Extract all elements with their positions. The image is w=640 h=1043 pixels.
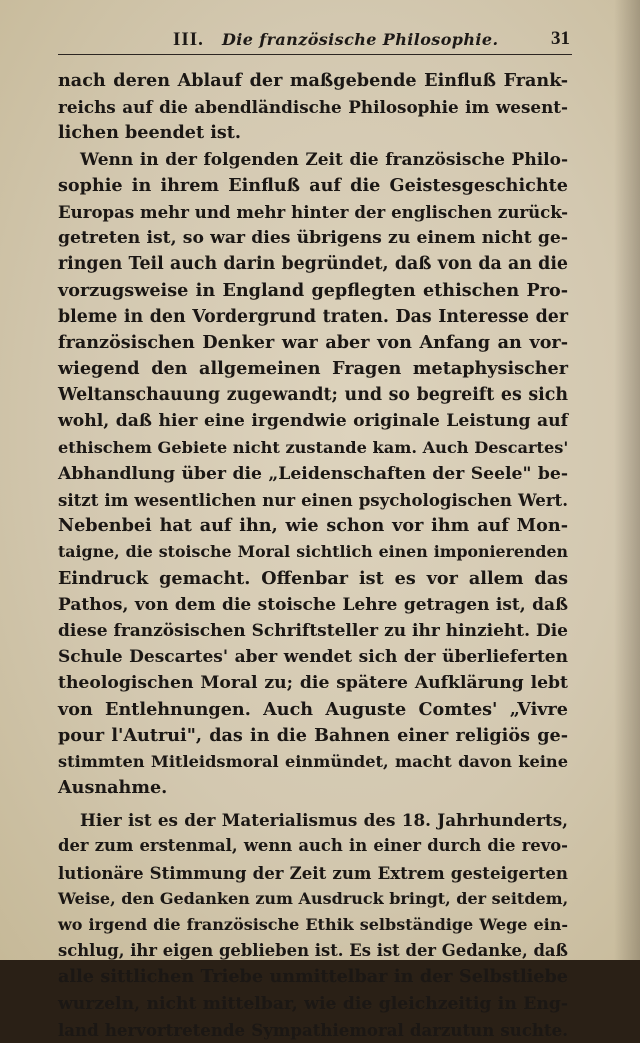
text-line: vorzugsweise in England gepflegten ethischen Pro-	[58, 279, 568, 301]
chapter-numeral: III.	[173, 29, 204, 50]
paragraph-2	[58, 147, 568, 802]
text-line: Eindruck gemacht. Offenbar ist es vor allem das	[58, 567, 568, 589]
text-line: taigne, die stoische Moral sichtlich einen imponierenden	[58, 542, 568, 562]
text-line: sitzt im wesentlichen nur einen psychologischen Wert.	[58, 490, 568, 510]
page-edge-shadow	[614, 0, 640, 960]
text-line: theologischen Moral zu; die spätere Aufklärung lebt	[58, 673, 568, 694]
text-line: wo irgend die französische Ethik selbständige Wege ein-	[58, 915, 568, 934]
text-line: der zum erstenmal, wenn auch in einer durch die revo-	[58, 836, 568, 856]
text-line: wohl, daß hier eine irgendwie originale Leistung auf	[58, 411, 568, 432]
text-line: pour l'Autrui", das in die Bahnen einer religiös ge-	[58, 724, 568, 746]
chapter-title: Die französische Philosophie.	[222, 30, 499, 49]
paragraph-3	[58, 807, 568, 1043]
text-line: schlug, ihr eigen geblieben ist. Es ist der Gedanke, daß	[58, 941, 568, 961]
text-line: Pathos, von dem die stoische Lehre getragen ist, daß	[58, 594, 568, 615]
text-line: von Entlehnungen. Auch Auguste Comtes' „Vivre	[58, 698, 568, 720]
text-line: alle sittlichen Triebe unmittelbar in der Selbstliebe	[58, 966, 568, 988]
body-text	[58, 68, 568, 1043]
text-line: Schule Descartes' aber wendet sich der überlieferten	[58, 647, 568, 668]
running-head	[58, 26, 572, 55]
text-line: bleme in den Vordergrund traten. Das Interesse der	[58, 306, 568, 327]
text-line: Wenn in der folgenden Zeit die französische Philo-	[80, 149, 568, 170]
text-line: reichs auf die abendländische Philosophie im wesent-	[58, 97, 568, 118]
text-line: Hier ist es der Materialismus des 18. Jahrhunderts,	[80, 810, 568, 831]
text-line: Europas mehr und mehr hinter der englischen zurück-	[58, 201, 568, 222]
text-line: Ausnahme.	[58, 777, 168, 799]
text-line: getreten ist, so war dies übrigens zu einem nicht ge-	[58, 228, 568, 249]
text-line: ethischem Gebiete nicht zustande kam. Auch Descartes'	[58, 437, 569, 457]
text-line: nach deren Ablauf der maßgebende Einfluß Frank-	[58, 70, 568, 91]
text-line: land hervortretende Sympathiemoral darzutun suchte.	[58, 1019, 568, 1040]
text-line: lichen beendet ist.	[58, 122, 242, 144]
text-line: Weise, den Gedanken zum Ausdruck bringt, der seitdem,	[58, 888, 569, 908]
paragraph-1	[58, 68, 568, 147]
text-line: wiegend den allgemeinen Fragen metaphysischer	[58, 358, 568, 380]
text-line: Abhandlung über die „Leidenschaften der Seele" be-	[58, 463, 568, 484]
text-line: Nebenbei hat auf ihn, wie schon vor ihm auf Mon-	[58, 515, 568, 537]
text-line: stimmten Mitleidsmoral einmündet, macht davon keine	[58, 751, 568, 771]
page-number: 31	[551, 28, 570, 49]
text-line: Weltanschauung zugewandt; und so begreift es sich	[58, 385, 568, 406]
text-line: sophie in ihrem Einfluß auf die Geistesgeschichte	[58, 174, 568, 196]
text-line: ringen Teil auch darin begründet, daß von da an die	[58, 254, 568, 275]
text-line: diese französischen Schriftsteller zu ihr hinzieht. Die	[58, 620, 568, 641]
text-line: wurzeln, nicht mittelbar, wie die gleichzeitig in Eng-	[58, 993, 568, 1014]
text-line: lutionäre Stimmung der Zeit zum Extrem gesteigerten	[58, 862, 568, 883]
text-line: französischen Denker war aber von Anfang an vor-	[58, 331, 568, 353]
